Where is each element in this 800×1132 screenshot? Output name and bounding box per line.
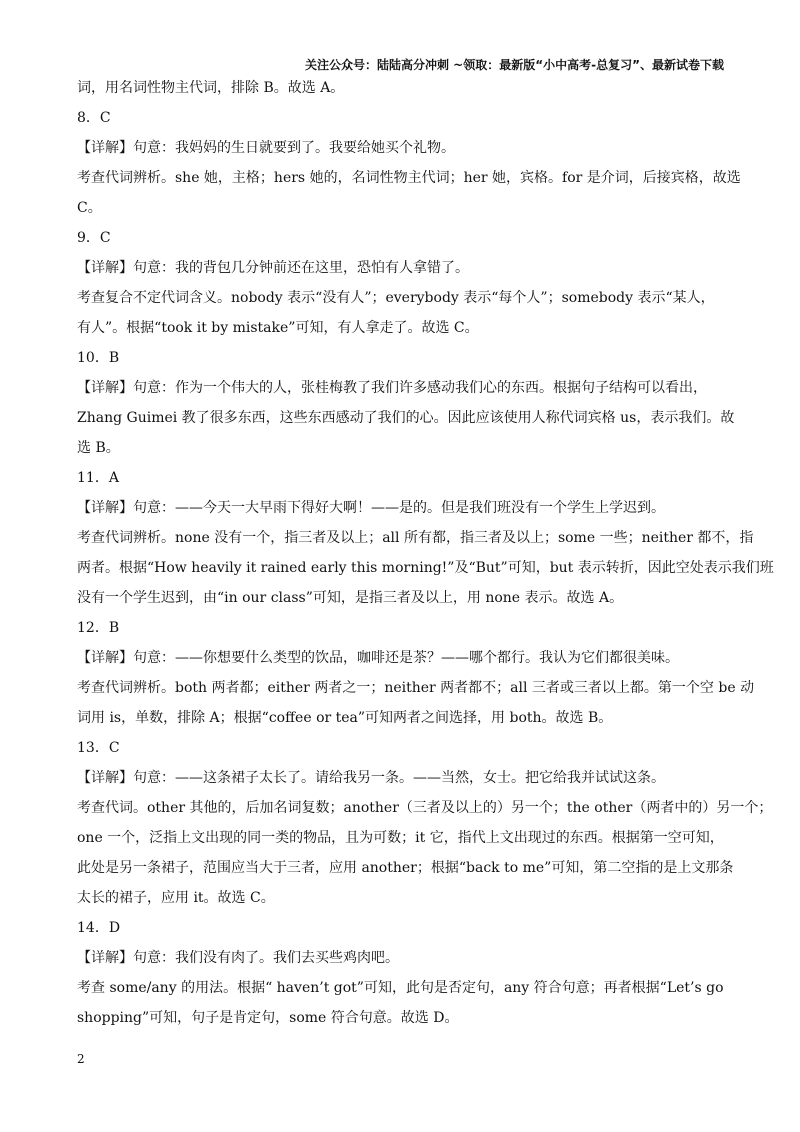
text-line: 词，用名词性物主代词，排除 B。故选 A。	[77, 80, 345, 96]
question-number: 9．C	[77, 230, 111, 246]
text-line: 【详解】句意：——这条裙子太长了。请给我另一条。——当然，女士。把它给我并试试这条。	[77, 770, 665, 786]
text-line: Zhang Guimei 教了很多东西，这些东西感动了我们的心。因此应该使用人称代词宾格 us，表示我们。故	[77, 410, 735, 426]
text-line: 两者。根据“How heavily it rained early this morning!”及“But”可知，but 表示转折，因此空处表示我们班	[77, 560, 774, 576]
question-number: 8．C	[77, 110, 111, 126]
text-line: 此处是另一条裙子，范围应当大于三者，应用 another；根据“back to me”可知，第二空指的是上文那条	[77, 860, 734, 876]
text-line: 选 B。	[77, 440, 120, 456]
text-line: 考查代词辨析。she 她，主格；hers 她的，名词性物主代词；her 她，宾格。for 是介词，后接宾格，故选	[77, 170, 741, 186]
text-line: 【详解】句意：——今天一大早雨下得好大啊！——是的。但是我们班没有一个学生上学迟到。	[77, 500, 665, 516]
text-line: 【详解】句意：作为一个伟大的人，张桂梅教了我们许多感动我们心的东西。根据句子结构可以看出，	[77, 380, 707, 396]
text-line: 考查复合不定代词含义。nobody 表示“没有人”；everybody 表示“每个人”；somebody 表示“某人，	[77, 290, 715, 306]
text-line: 【详解】句意：我妈妈的生日就要到了。我要给她买个礼物。	[77, 140, 455, 156]
question-number: 10．B	[77, 350, 120, 366]
text-line: shopping”可知，句子是肯定句，some 符合句意。故选 D。	[77, 1010, 459, 1026]
text-line: 【详解】句意：——你想要什么类型的饮品，咖啡还是茶？——哪个都行。我认为它们都很美味。	[77, 650, 679, 666]
text-line: 有人”。根据“took it by mistake”可知，有人拿走了。故选 C。	[77, 320, 479, 336]
text-line: 【详解】句意：我们没有肉了。我们去买些鸡肉吧。	[77, 950, 399, 966]
question-number: 12．B	[77, 620, 120, 636]
answer-explanations	[77, 78, 774, 1038]
text-line: 考查代词辨析。none 没有一个，指三者及以上；all 所有都，指三者及以上；some 一些；neither 都不，指	[77, 530, 754, 546]
text-line: 词用 is，单数，排除 A；根据“coffee or tea”可知两者之间选择，用 both。故选 B。	[77, 710, 613, 726]
text-line: 【详解】句意：我的背包几分钟前还在这里，恐怕有人拿错了。	[77, 260, 469, 276]
page-header: 关注公众号：陆陆高分冲刺 ~领取：最新版“小中高考-总复习”、最新试卷下载	[305, 58, 724, 72]
text-line: 考查代词辨析。both 两者都；either 两者之一；neither 两者都不；all 三者或三者以上都。第一个空 be 动	[77, 680, 755, 696]
question-number: 13．C	[77, 740, 120, 756]
question-number: 14．D	[77, 920, 121, 936]
text-line: 没有一个学生迟到，由“in our class”可知，是指三者及以上，用 none 表示。故选 A。	[77, 590, 624, 606]
text-line: 太长的裙子，应用 it。故选 C。	[77, 890, 275, 906]
text-line: 考查代词。other 其他的，后加名词复数；another（三者及以上的）另一个；the other（两者中的）另一个；	[77, 800, 773, 816]
text-line: one 一个，泛指上文出现的同一类的物品，且为可数；it 它，指代上文出现过的东西。根据第一空可知，	[77, 830, 724, 846]
text-line: C。	[77, 200, 102, 216]
page-number: 2	[77, 1052, 85, 1066]
text-line: 考查 some/any 的用法。根据“ haven’t got”可知，此句是否定句，any 符合句意；再者根据“Let’s go	[77, 980, 724, 996]
question-number: 11．A	[77, 470, 119, 486]
